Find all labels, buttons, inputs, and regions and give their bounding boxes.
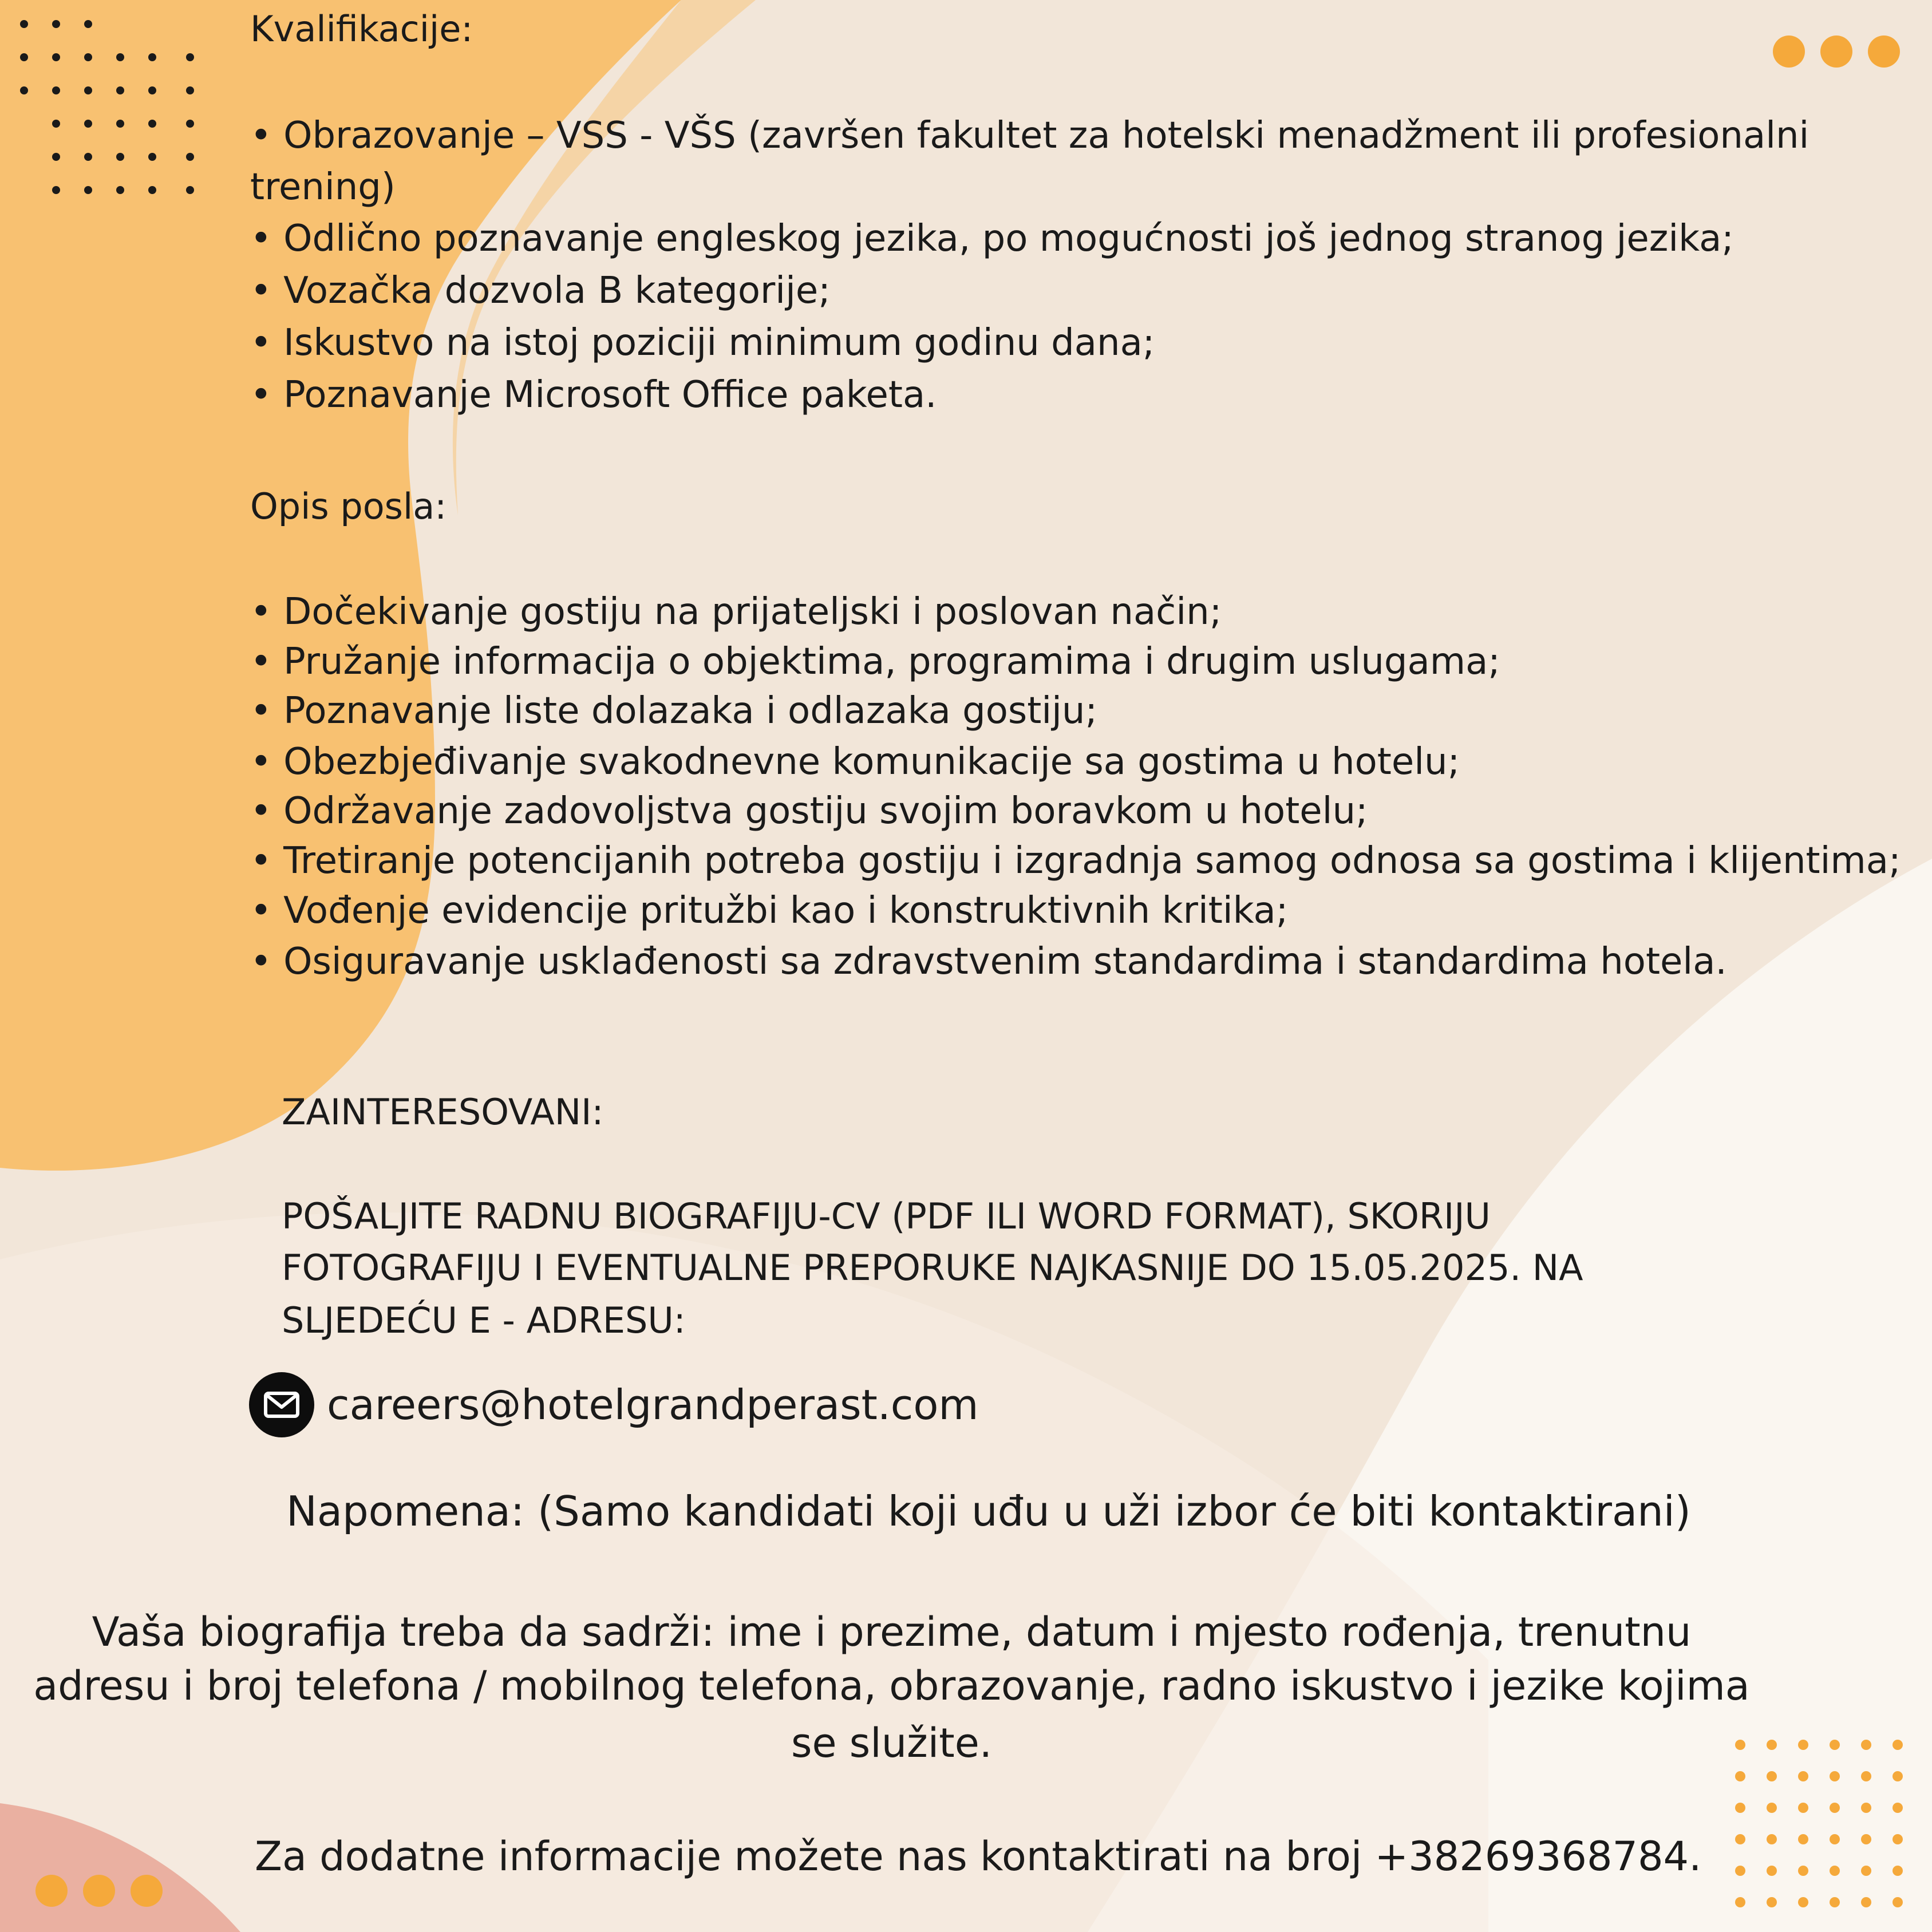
job-description-heading: Opis posla: xyxy=(250,485,447,527)
interested-instruction-line: FOTOGRAFIJU I EVENTUALNE PREPORUKE NAJKASNIJE DO 15.05.2025. NA xyxy=(282,1247,1583,1289)
mail-icon xyxy=(249,1372,314,1437)
job-description-item: • Obezbjeđivanje svakodnevne komunikacije sa gostima u hotelu; xyxy=(250,741,1460,783)
job-description-item: • Poznavanje liste dolazaka i odlazaka gostiju; xyxy=(250,690,1098,732)
qualification-item: • Vozačka dozvola B kategorije; xyxy=(250,270,831,312)
job-description-item: • Dočekivanje gostiju na prijateljski i poslovan način; xyxy=(250,591,1222,633)
email-address-link[interactable]: careers@hotelgrandperast.com xyxy=(327,1381,979,1429)
shortlist-note: Napomena: (Samo kandidati koji uđu u uži izbor će biti kontaktirani) xyxy=(286,1487,1691,1535)
job-description-item: • Održavanje zadovoljstva gostiju svojim boravkom u hotelu; xyxy=(250,790,1368,832)
cv-contents-line: se služite. xyxy=(791,1720,993,1767)
email-contact[interactable] xyxy=(249,1371,979,1439)
cv-contents-line: Vaša biografija treba da sadrži: ime i prezime, datum i mjesto rođenja, trenutnu xyxy=(92,1609,1692,1656)
contact-phone-info: Za dodatne informacije možete nas kontaktirati na broj +38269368784. xyxy=(255,1833,1702,1880)
qualifications-heading: Kvalifikacije: xyxy=(250,8,473,50)
qualification-item: trening) xyxy=(250,166,396,208)
qualification-item: • Iskustvo na istoj poziciji minimum godinu dana; xyxy=(250,322,1155,364)
job-description-item: • Pružanje informacija o objektima, programima i drugim uslugama; xyxy=(250,641,1500,683)
job-description-item: • Tretiranje potencijanih potreba gostiju i izgradnja samog odnosa sa gostima i klijentima; xyxy=(250,840,1901,882)
cv-contents-line: adresu i broj telefona / mobilnog telefona, obrazovanje, radno iskustvo i jezike kojima xyxy=(33,1662,1750,1709)
job-description-item: • Osiguravanje usklađenosti sa zdravstvenim standardima i standardima hotela. xyxy=(250,941,1727,983)
interested-heading: ZAINTERESOVANI: xyxy=(282,1091,604,1133)
qualification-item: • Poznavanje Microsoft Office paketa. xyxy=(250,374,937,416)
qualification-item: • Odlično poznavanje engleskog jezika, po mogućnosti još jednog stranog jezika; xyxy=(250,218,1734,260)
interested-instruction-line: SLJEDEĆU E - ADRESU: xyxy=(282,1299,686,1341)
job-description-item: • Vođenje evidencije pritužbi kao i konstruktivnih kritika; xyxy=(250,890,1289,932)
qualification-item: • Obrazovanje – VSS - VŠS (završen fakultet za hotelski menadžment ili profesionalni xyxy=(250,114,1809,157)
interested-instruction-line: POŠALJITE RADNU BIOGRAFIJU-CV (PDF ILI WORD FORMAT), SKORIJU xyxy=(282,1195,1491,1237)
